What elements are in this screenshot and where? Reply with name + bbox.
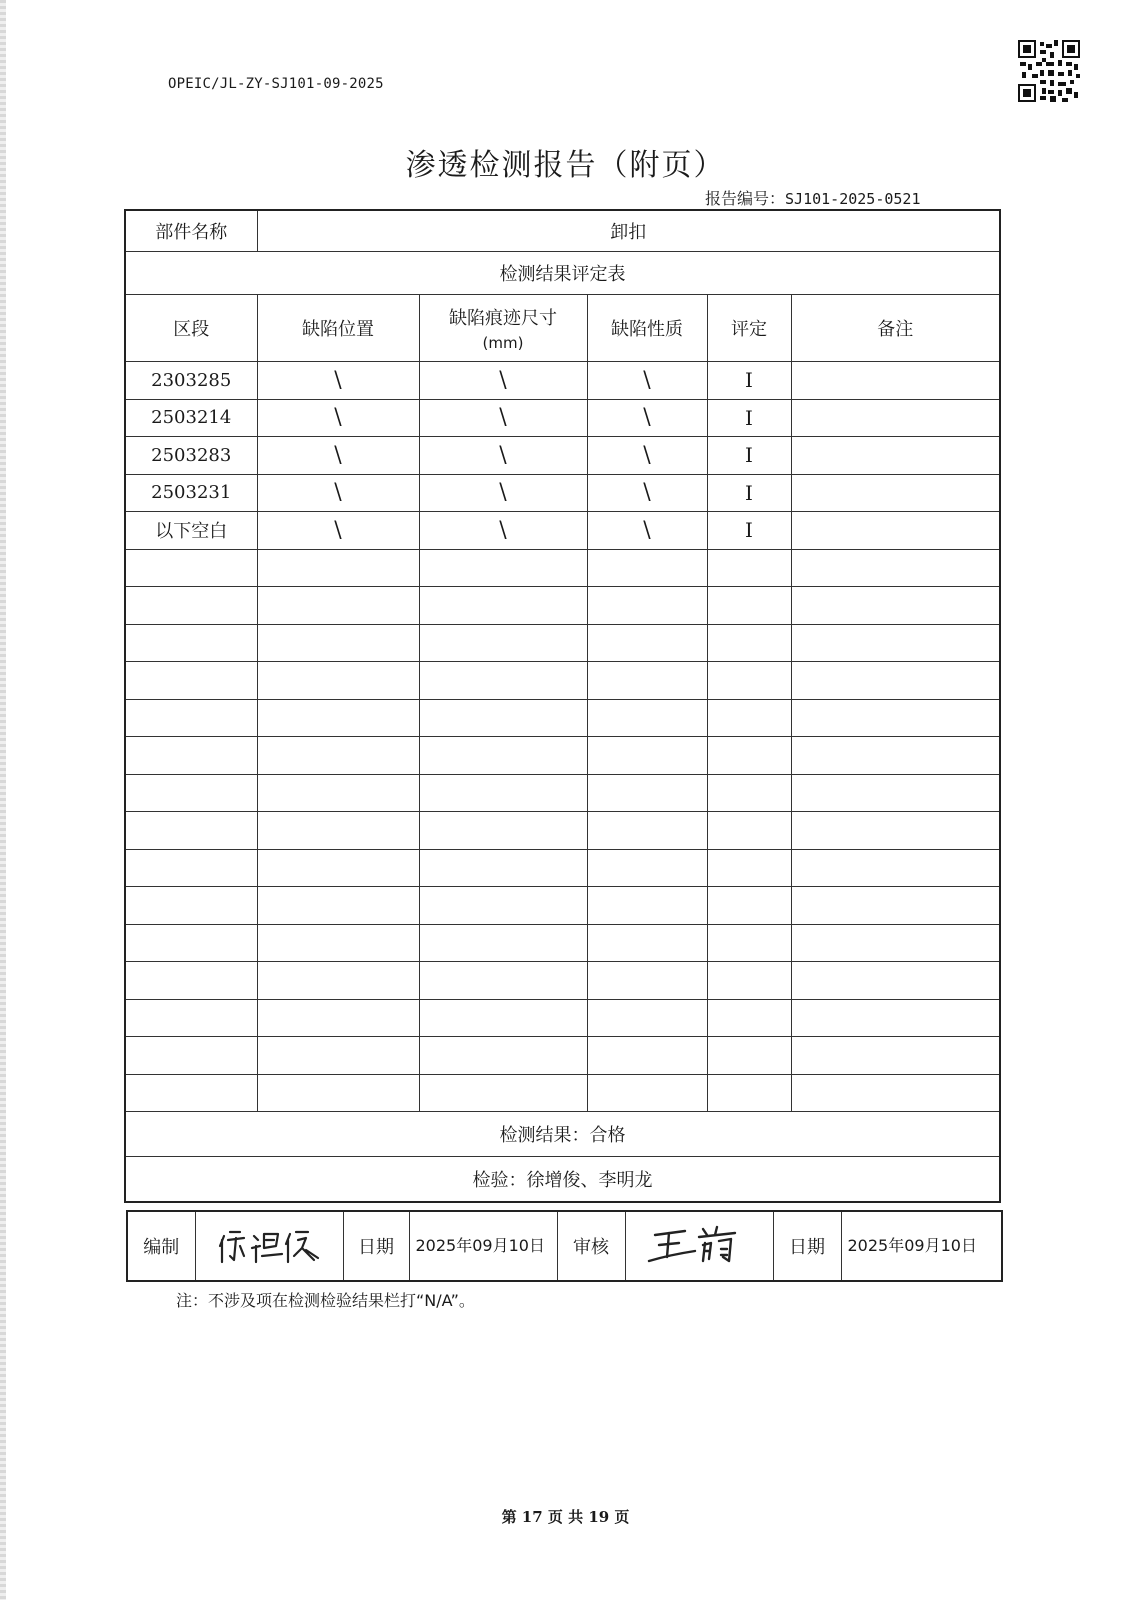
reviewed-by-signature	[625, 1211, 773, 1281]
col-header-size	[419, 295, 587, 362]
reviewed-by-label: 审核	[557, 1211, 625, 1281]
cell-segment: 2503214	[125, 399, 257, 437]
page-number: 第 17 页 共 19 页	[501, 1508, 630, 1526]
cell-segment: 以下空白	[125, 512, 257, 550]
table-row	[125, 437, 1000, 475]
cell-nature: \	[587, 399, 707, 437]
table-row	[125, 512, 1000, 550]
empty-row	[125, 1037, 1000, 1075]
cell-position: \	[257, 437, 419, 475]
cell-segment: 2503283	[125, 437, 257, 475]
empty-row	[125, 737, 1000, 775]
cell-remark	[791, 362, 1000, 400]
table-title: 检测结果评定表	[125, 252, 1000, 295]
footnote: 注：不涉及项在检测检验结果栏打“N/A”。	[176, 1291, 475, 1310]
cell-grade: I	[707, 512, 791, 550]
cell-size: \	[419, 437, 587, 475]
empty-row	[125, 887, 1000, 925]
col-header-position: 缺陷位置	[257, 295, 419, 362]
col-header-segment: 区段	[125, 295, 257, 362]
empty-row	[125, 624, 1000, 662]
cell-position: \	[257, 399, 419, 437]
cell-nature: \	[587, 474, 707, 512]
prepared-date-label: 日期	[343, 1211, 409, 1281]
test-result: 检测结果：合格	[125, 1112, 1000, 1157]
prepared-date: 2025年09月10日	[409, 1211, 557, 1281]
scan-edge	[0, 0, 6, 1600]
empty-row	[125, 849, 1000, 887]
cell-position: \	[257, 512, 419, 550]
part-name-label: 部件名称	[125, 210, 257, 252]
document-code: OPEIC/JL-ZY-SJ101-09-2025	[168, 76, 384, 92]
cell-segment: 2303285	[125, 362, 257, 400]
col-header-grade: 评定	[707, 295, 791, 362]
empty-row	[125, 662, 1000, 700]
empty-row	[125, 924, 1000, 962]
cell-nature: \	[587, 437, 707, 475]
empty-row	[125, 549, 1000, 587]
cell-size: \	[419, 474, 587, 512]
col-header-size-unit: (mm)	[482, 334, 524, 352]
col-header-nature: 缺陷性质	[587, 295, 707, 362]
cell-grade: I	[707, 362, 791, 400]
col-header-size-label: 缺陷痕迹尺寸	[449, 308, 557, 329]
report-number-value: SJ101-2025-0521	[785, 190, 921, 208]
table-row	[125, 362, 1000, 400]
cell-nature: \	[587, 362, 707, 400]
report-number	[705, 186, 920, 209]
evaluation-table	[124, 209, 1001, 1203]
empty-row	[125, 699, 1000, 737]
prepared-by-label: 编制	[127, 1211, 195, 1281]
cell-grade: I	[707, 437, 791, 475]
table-row	[125, 399, 1000, 437]
cell-size: \	[419, 399, 587, 437]
cell-position: \	[257, 474, 419, 512]
handwritten-signature-icon	[214, 1222, 324, 1270]
empty-row	[125, 1074, 1000, 1112]
cell-nature: \	[587, 512, 707, 550]
empty-row	[125, 812, 1000, 850]
cell-size: \	[419, 512, 587, 550]
qr-code-icon	[1018, 40, 1080, 102]
report-title: 渗透检测报告（附页）	[405, 148, 726, 183]
cell-size: \	[419, 362, 587, 400]
cell-position: \	[257, 362, 419, 400]
cell-remark	[791, 474, 1000, 512]
empty-row	[125, 587, 1000, 625]
empty-row	[125, 962, 1000, 1000]
inspectors: 检验：徐增俊、李明龙	[125, 1157, 1000, 1203]
prepared-by-signature	[195, 1211, 343, 1281]
reviewed-date-label: 日期	[773, 1211, 841, 1281]
report-number-label: 报告编号：	[705, 189, 786, 208]
cell-segment: 2503231	[125, 474, 257, 512]
cell-remark	[791, 399, 1000, 437]
empty-row	[125, 774, 1000, 812]
cell-grade: I	[707, 474, 791, 512]
cell-remark	[791, 512, 1000, 550]
empty-row	[125, 999, 1000, 1037]
handwritten-signature-icon	[639, 1221, 759, 1271]
part-name-value: 卸扣	[257, 210, 1000, 252]
cell-grade: I	[707, 399, 791, 437]
col-header-remark: 备注	[791, 295, 1000, 362]
table-row	[125, 474, 1000, 512]
signature-table	[126, 1210, 1003, 1282]
cell-remark	[791, 437, 1000, 475]
reviewed-date: 2025年09月10日	[841, 1211, 1002, 1281]
